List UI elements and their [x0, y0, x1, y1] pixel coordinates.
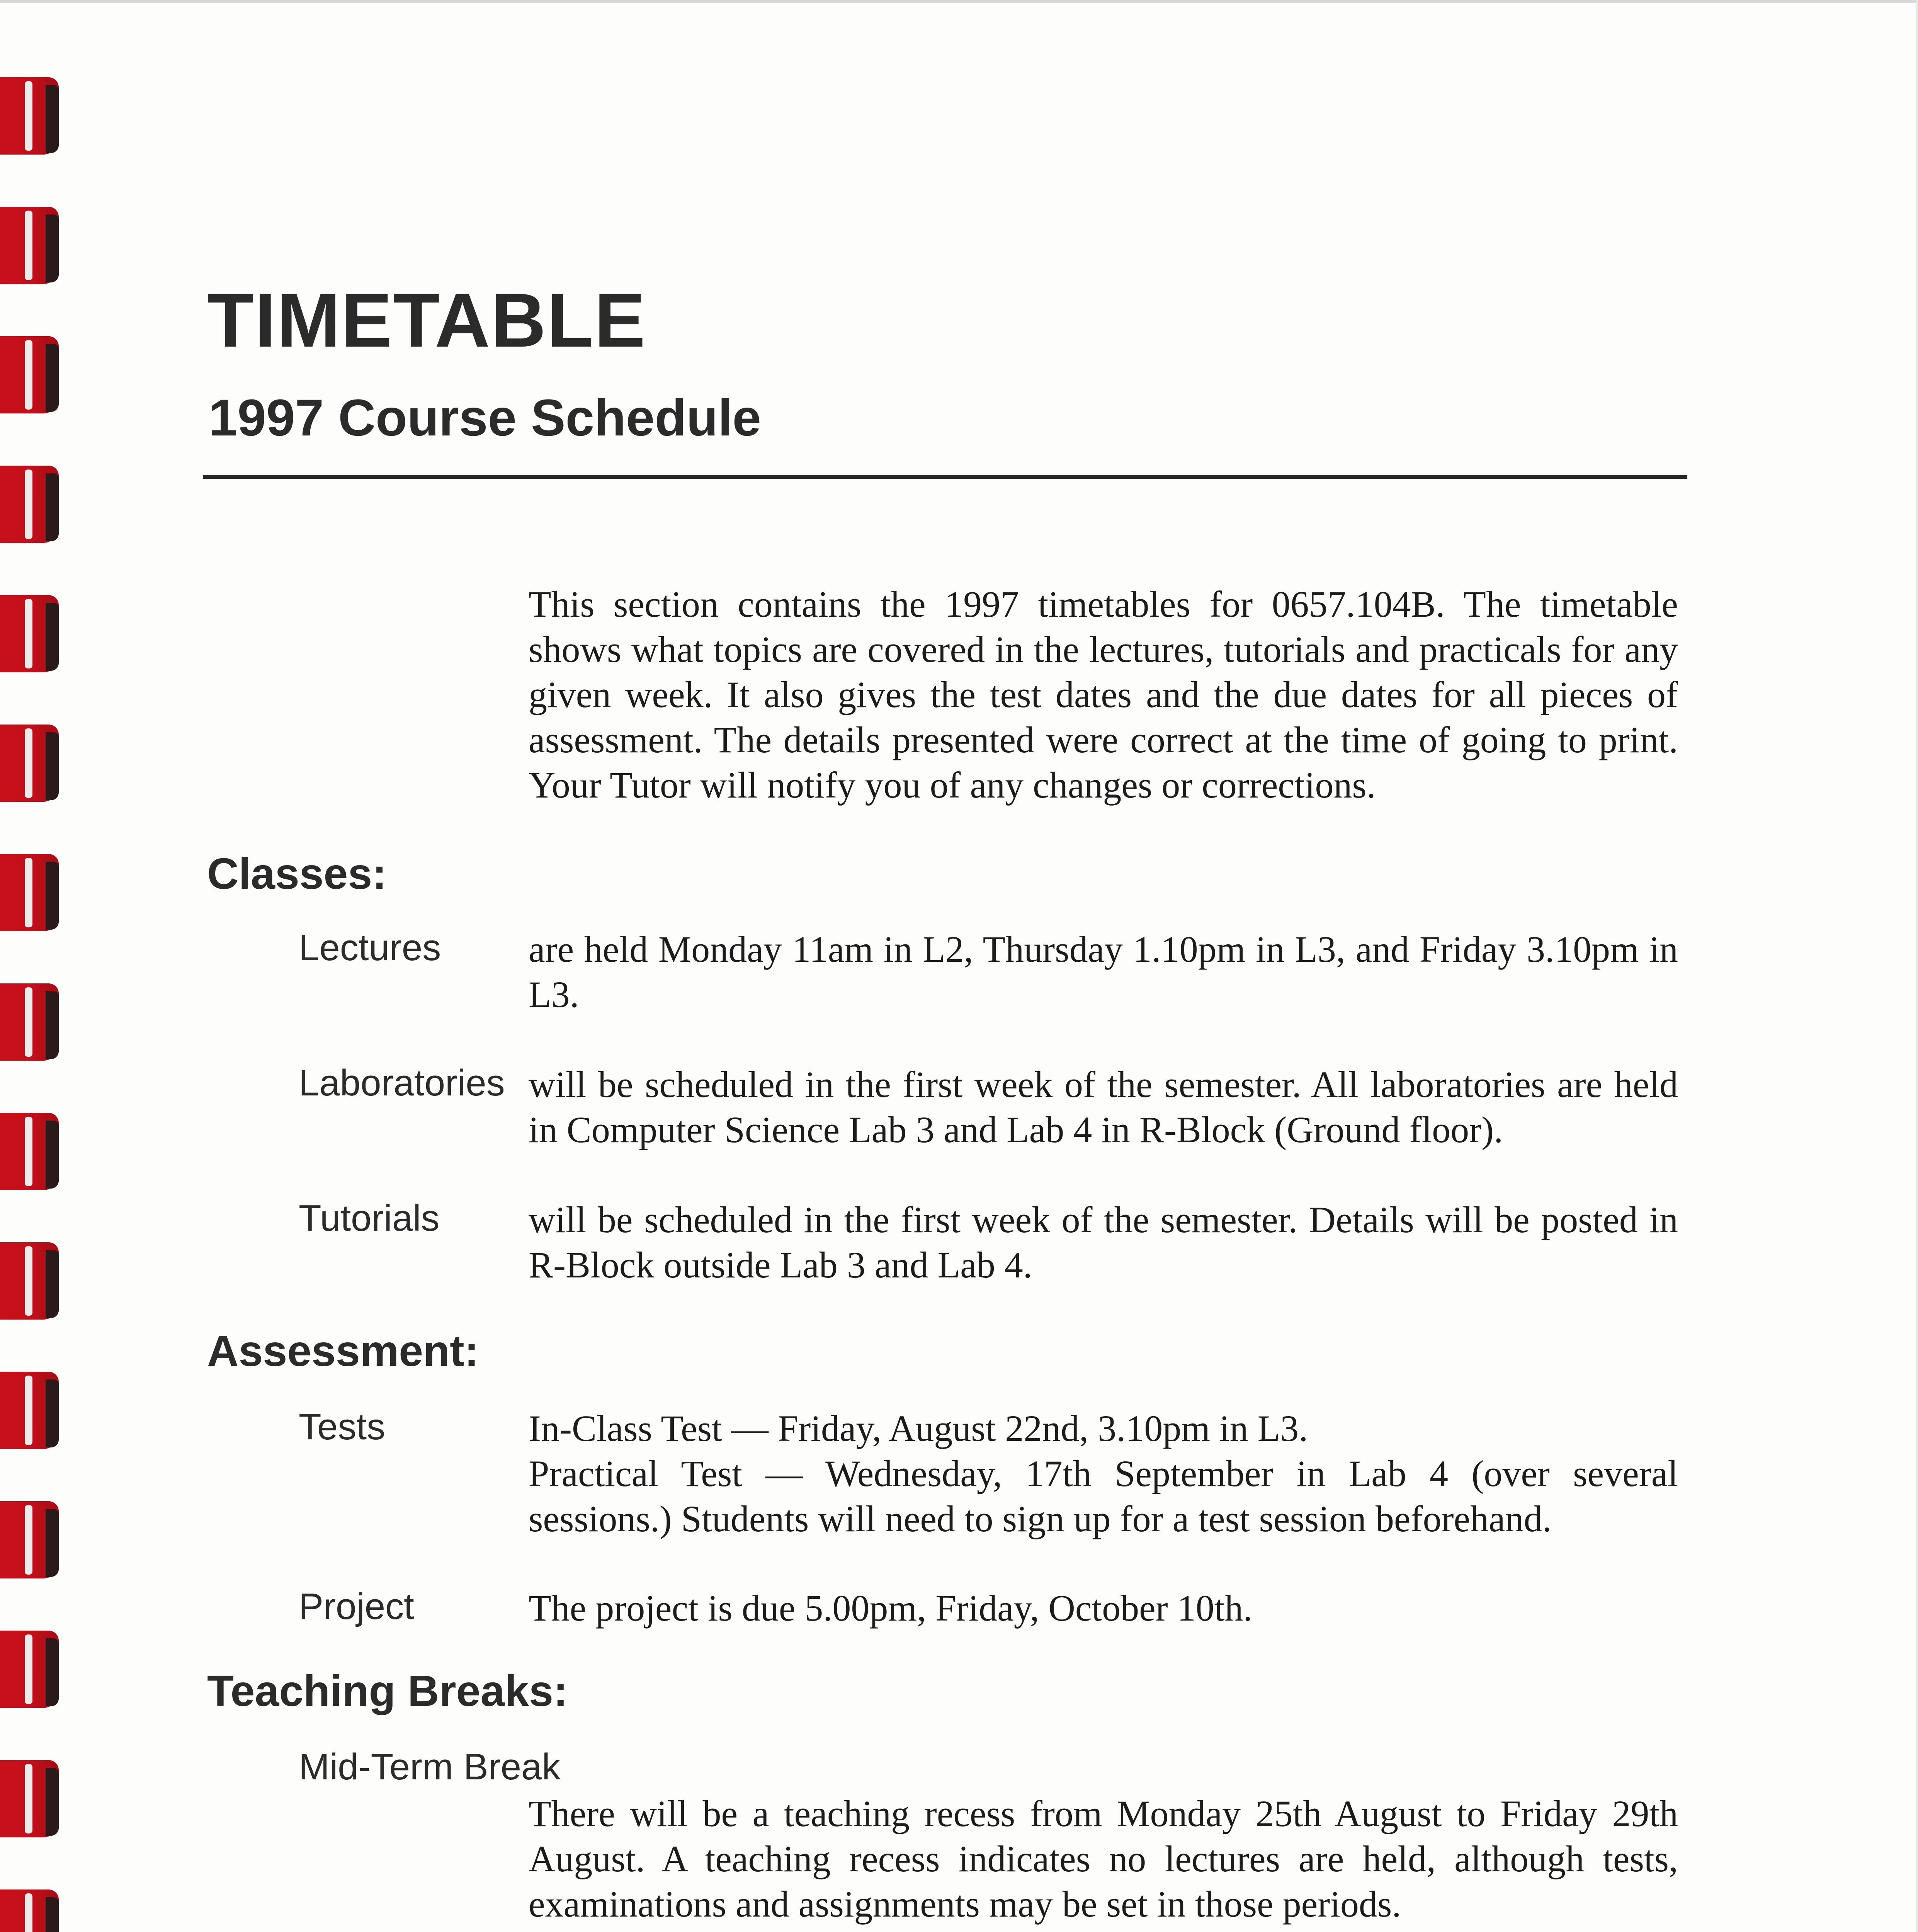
project-text: The project is due 5.00pm, Friday, October 10th. [529, 1587, 1253, 1629]
lectures-label: Lectures [299, 927, 441, 968]
binding-ring [0, 595, 59, 672]
laboratories-label: Laboratories [299, 1062, 505, 1104]
midterm-break-label: Mid-Term Break [299, 1746, 561, 1787]
tutorials-label: Tutorials [299, 1197, 440, 1239]
tests-text [529, 1406, 1678, 1541]
classes-heading: Classes: [207, 849, 387, 898]
binding-ring [0, 1760, 59, 1837]
binding-ring [0, 207, 59, 284]
page-top-edge [0, 0, 1918, 3]
binding-ring [0, 466, 59, 543]
binding-ring [0, 1889, 59, 1932]
binding-ring [0, 983, 59, 1061]
in-class-test-line: In-Class Test — Friday, August 22nd, 3.10pm in L3. [529, 1408, 1308, 1449]
binding-ring [0, 1242, 59, 1320]
binding-ring [0, 77, 59, 155]
page-title: TIMETABLE [207, 277, 646, 363]
binding-ring [0, 1631, 59, 1708]
title-divider [203, 475, 1687, 479]
assessment-heading: Assessment: [207, 1327, 479, 1375]
project-label: Project [299, 1586, 414, 1627]
binding-ring [0, 1113, 59, 1190]
page-subtitle: 1997 Course Schedule [209, 389, 761, 447]
practical-test-line: Practical Test — Wednesday, 17th September in Lab 4 (over several sessions.) Students will need to sign up for a test session beforehand. [529, 1453, 1678, 1539]
binding-ring [0, 336, 59, 413]
page-right-edge [1916, 0, 1918, 1932]
binding-ring [0, 1372, 59, 1449]
tests-label: Tests [299, 1406, 386, 1447]
binding-ring [0, 854, 59, 931]
laboratories-text: will be scheduled in the first week of the semester. All laboratories are held in Computer Science Lab 3 and Lab 4 in R-Block (Ground floor). [529, 1064, 1678, 1150]
tutorials-text: will be scheduled in the first week of the semester. Details will be posted in R-Block outside Lab 3 and Lab 4. [529, 1199, 1678, 1286]
spiral-binding [0, 0, 66, 1932]
binding-ring [0, 724, 59, 802]
binding-ring [0, 1501, 59, 1578]
midterm-break-text: There will be a teaching recess from Monday 25th August to Friday 29th August. A teaching recess indicates no lectures are held, although tests, examinations and assignments may be set in those periods. [529, 1793, 1678, 1925]
intro-paragraph: This section contains the 1997 timetables for 0657.104B. The timetable shows what topics are covered in the lectures, tutorials and practicals for any given week. It also gives the test dates and the due dates for all pieces of assessment. The details presented were correct at the time of going to print. Your Tutor will notify you of any changes or corrections. [529, 583, 1678, 806]
teaching-breaks-heading: Teaching Breaks: [207, 1667, 568, 1715]
lectures-text: are held Monday 11am in L2, Thursday 1.10pm in L3, and Friday 3.10pm in L3. [529, 929, 1678, 1015]
